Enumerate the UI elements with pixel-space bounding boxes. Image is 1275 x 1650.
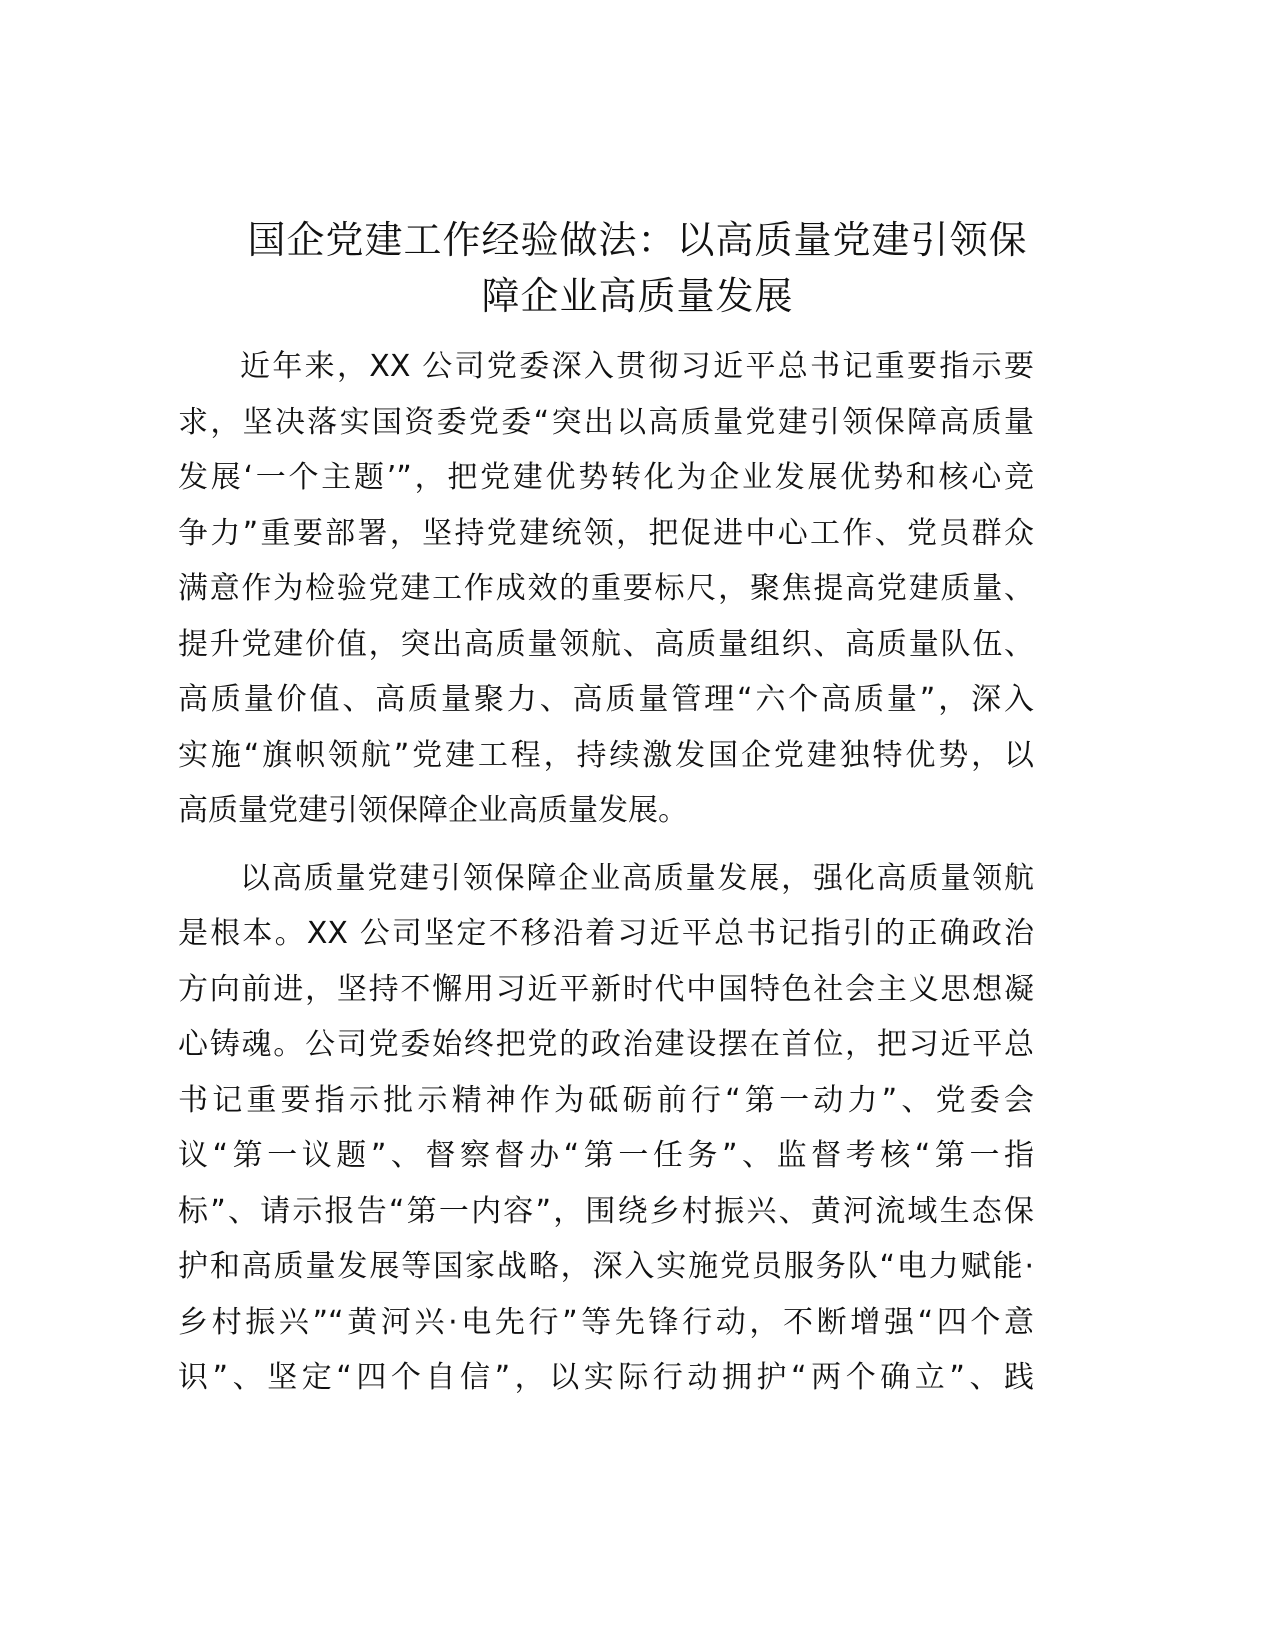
document-body: [178, 339, 1034, 1418]
text-line: 识”、坚定“四个自信”，以实际行动拥护“两个确立”、践: [178, 1360, 1034, 1395]
text-line: 争力”重要部署，坚持党建统领，把促进中心工作、党员群众: [178, 515, 1034, 551]
text-line: 求，坚决落实国资委党委“突出以高质量党建引领保障高质量: [178, 404, 1034, 440]
text-line: 标”、请示报告“第一内容”，围绕乡村振兴、黄河流域生态保: [178, 1193, 1034, 1229]
text-line: 议“第一议题”、督察督办“第一任务”、监督考核“第一指: [178, 1138, 1034, 1173]
text-line: 发展‘一个主题’”，把党建优势转化为企业发展优势和核心竞: [178, 460, 1034, 495]
text-line: 方向前进，坚持不懈用习近平新时代中国特色社会主义思想凝: [178, 971, 1034, 1007]
text-line: 是根本。XX 公司坚定不移沿着习近平总书记指引的正确政治: [178, 916, 1034, 951]
text-line: 高质量价值、高质量聚力、高质量管理“六个高质量”，深入: [178, 682, 1034, 717]
text-line: 心铸魂。公司党委始终把党的政治建设摆在首位，把习近平总: [178, 1027, 1034, 1062]
title-line-1: 国企党建工作经验做法：以高质量党建引领保: [247, 218, 1028, 262]
text-line: 实施“旗帜领航”党建工程，持续激发国企党建独特优势，以: [178, 737, 1034, 773]
text-line: 提升党建价值，突出高质量领航、高质量组织、高质量队伍、: [178, 626, 1034, 662]
paragraph: [178, 339, 1034, 839]
text-line: 满意作为检验党建工作成效的重要标尺，聚焦提高党建质量、: [178, 571, 1034, 606]
text-line: 以高质量党建引领保障企业高质量发展，强化高质量领航: [240, 860, 1034, 896]
document-title: [150, 212, 1125, 324]
text-line: 书记重要指示批示精神作为砥砺前行“第一动力”、党委会: [178, 1082, 1034, 1118]
text-line: 近年来，XX 公司党委深入贯彻习近平总书记重要指示要: [240, 349, 1034, 384]
text-line: 护和高质量发展等国家战略，深入实施党员服务队“电力赋能·: [178, 1249, 1034, 1284]
text-line: 乡村振兴”“黄河兴·电先行”等先锋行动，不断增强“四个意: [178, 1304, 1034, 1340]
text-line: 高质量党建引领保障企业高质量发展。: [178, 793, 688, 828]
title-line-2: 障企业高质量发展: [481, 274, 794, 318]
paragraph: [178, 851, 1034, 1406]
